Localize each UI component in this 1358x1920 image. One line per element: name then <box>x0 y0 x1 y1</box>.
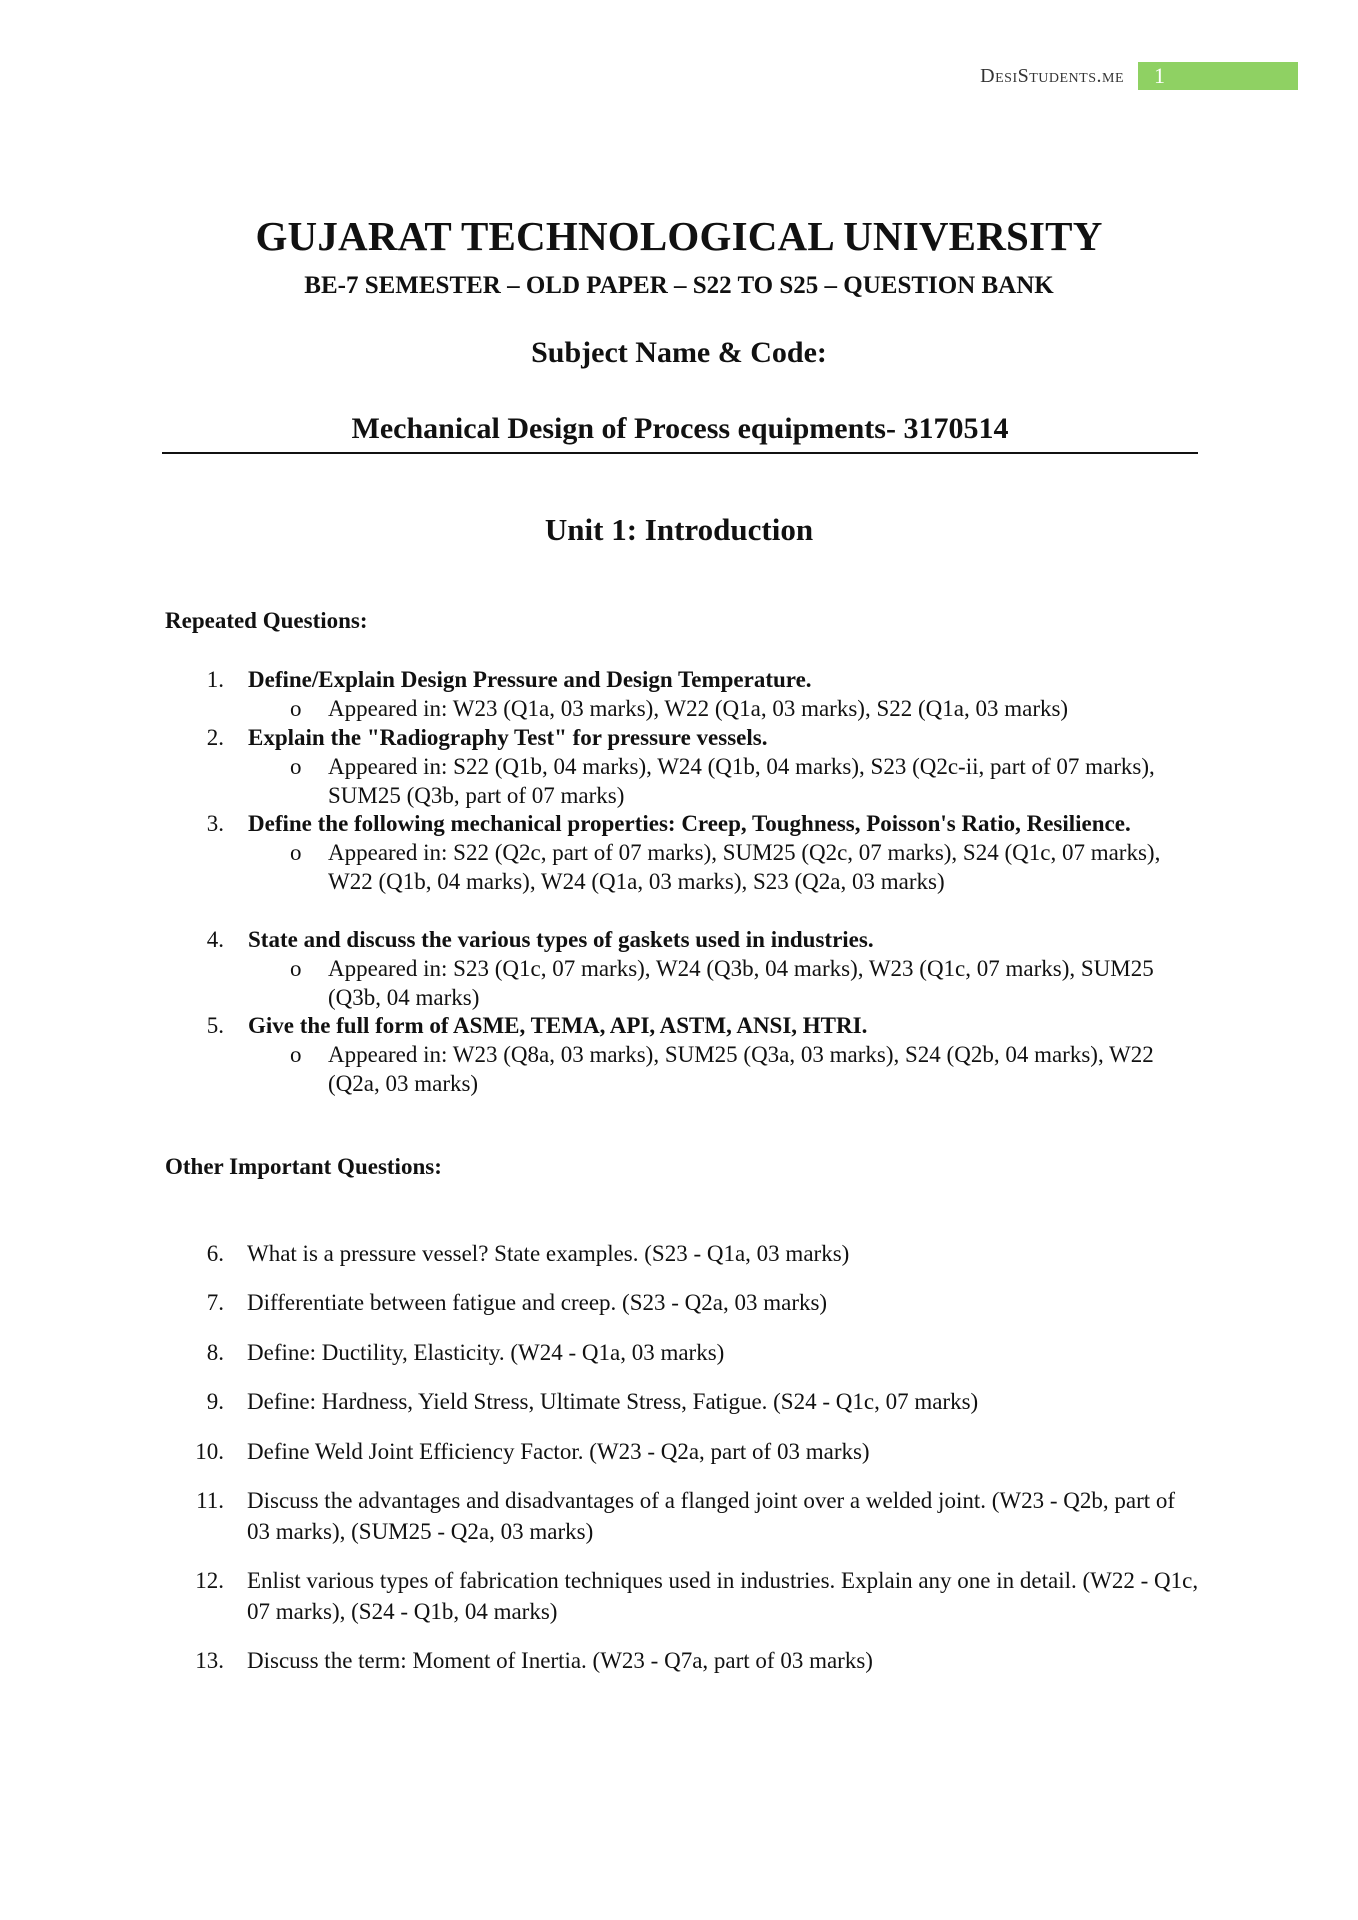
question-text: Explain the "Radiography Test" for pressure vessels. <box>248 725 768 750</box>
question-text: Differentiate between fatigue and creep. (S23 - Q2a, 03 marks) <box>247 1290 828 1315</box>
bullet-icon: o <box>290 840 302 865</box>
bullet-icon: o <box>290 1042 302 1067</box>
bullet-icon: o <box>290 696 302 721</box>
list-item <box>190 1386 1200 1417</box>
other-questions-heading: Other Important Questions: <box>165 1154 442 1179</box>
item-number: 6. <box>206 1241 224 1266</box>
appeared-in: Appeared in: S22 (Q1b, 04 marks), W24 (Q1b, 04 marks), S23 (Q2c-ii, part of 07 marks), SUM25 (Q3b, part of 07 marks) <box>328 754 1155 808</box>
list-item <box>190 1565 1200 1627</box>
item-number: 8. <box>206 1340 224 1365</box>
list-item <box>200 809 1200 896</box>
list-item <box>190 1645 1200 1676</box>
list-item <box>200 665 1200 723</box>
unit-title: Unit 1: Introduction <box>544 512 814 547</box>
item-number: 4. <box>206 927 224 952</box>
question-text: Define Weld Joint Efficiency Factor. (W23 - Q2a, part of 03 marks) <box>247 1439 870 1464</box>
bullet-icon: o <box>290 754 302 779</box>
subject-heading: Subject Name & Code: <box>531 336 827 369</box>
question-text: Discuss the advantages and disadvantages of a flanged joint over a welded joint. (W23 - Q2b, part of 03 marks), (SUM25 - Q2a, 03 marks) <box>247 1488 1176 1544</box>
appeared-in: Appeared in: S23 (Q1c, 07 marks), W24 (Q3b, 04 marks), W23 (Q1c, 07 marks), SUM25 (Q3b, 04 marks) <box>328 956 1154 1010</box>
question-text: What is a pressure vessel? State examples. (S23 - Q1a, 03 marks) <box>247 1241 850 1266</box>
item-number: 1. <box>206 667 224 692</box>
item-number: 3. <box>206 811 224 836</box>
list-item <box>190 1436 1200 1467</box>
question-text: Define the following mechanical properties: Creep, Toughness, Poisson's Ratio, Resilience. <box>248 811 1131 836</box>
list-item <box>190 1238 1200 1269</box>
page-number-badge: 1 <box>1138 62 1298 90</box>
question-text: Define: Ductility, Elasticity. (W24 - Q1a, 03 marks) <box>247 1340 725 1365</box>
list-item <box>200 1011 1200 1098</box>
list-item <box>190 1485 1200 1547</box>
document-subtitle: BE-7 SEMESTER – OLD PAPER – S22 TO S25 – QUESTION BANK <box>304 272 1054 299</box>
item-number: 7. <box>206 1290 224 1315</box>
item-number: 9. <box>206 1389 224 1414</box>
question-text: Define/Explain Design Pressure and Design Temperature. <box>248 667 812 692</box>
subject-name: Mechanical Design of Process equipments- 3170514 <box>351 412 1009 445</box>
question-text: Enlist various types of fabrication techniques used in industries. Explain any one in detail. (W22 - Q1c, 07 marks), (S24 - Q1b, 04 marks) <box>247 1568 1199 1624</box>
question-text: State and discuss the various types of gaskets used in industries. <box>248 927 874 952</box>
appeared-in: Appeared in: S22 (Q2c, part of 07 marks), SUM25 (Q2c, 07 marks), S24 (Q1c, 07 marks), W22 (Q1b, 04 marks), W24 (Q1a, 03 marks), S23 (Q2a, 03 marks) <box>328 840 1161 894</box>
item-number: 12. <box>195 1568 224 1593</box>
item-number: 11. <box>196 1488 224 1513</box>
item-number: 2. <box>206 725 224 750</box>
divider <box>162 452 1198 454</box>
list-item <box>200 723 1200 810</box>
bullet-icon: o <box>290 956 302 981</box>
list-item <box>190 1337 1200 1368</box>
appeared-in: Appeared in: W23 (Q8a, 03 marks), SUM25 (Q3a, 03 marks), S24 (Q2b, 04 marks), W22 (Q2a, 03 marks) <box>328 1042 1154 1096</box>
question-text: Discuss the term: Moment of Inertia. (W23 - Q7a, part of 03 marks) <box>247 1648 873 1673</box>
question-text: Define: Hardness, Yield Stress, Ultimate Stress, Fatigue. (S24 - Q1c, 07 marks) <box>247 1389 979 1414</box>
page-header <box>980 62 1298 90</box>
appeared-in: Appeared in: W23 (Q1a, 03 marks), W22 (Q1a, 03 marks), S22 (Q1a, 03 marks) <box>328 696 1069 721</box>
site-name: DesiStudents.me <box>980 65 1124 87</box>
question-text: Give the full form of ASME, TEMA, API, ASTM, ANSI, HTRI. <box>248 1013 868 1038</box>
list-item <box>200 925 1200 1012</box>
item-number: 13. <box>195 1648 224 1673</box>
item-number: 5. <box>206 1013 224 1038</box>
item-number: 10. <box>195 1439 224 1464</box>
list-item <box>190 1287 1200 1318</box>
document-title: GUJARAT TECHNOLOGICAL UNIVERSITY <box>255 213 1103 259</box>
repeated-questions-heading: Repeated Questions: <box>165 608 368 633</box>
